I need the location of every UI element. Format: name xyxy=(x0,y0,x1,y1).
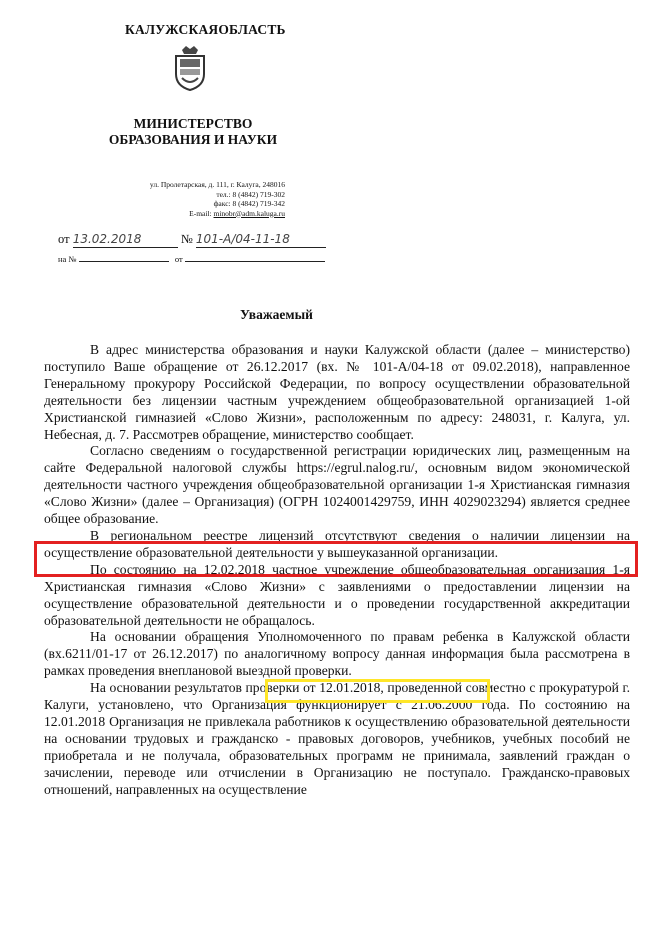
reply-date-label: от xyxy=(174,254,183,264)
region-name: КАЛУЖСКАЯОБЛАСТЬ xyxy=(125,22,286,37)
ministry-name xyxy=(108,116,278,148)
date-label: от xyxy=(58,232,70,246)
email-line xyxy=(110,209,285,219)
registration-line xyxy=(58,232,326,248)
contact-block xyxy=(110,180,285,218)
ministry-line-2: ОБРАЗОВАНИЯ И НАУКИ xyxy=(108,132,278,147)
email-link[interactable]: minobr@adm.kaluga.ru xyxy=(213,208,285,218)
number-field xyxy=(196,232,326,248)
handwritten-number: 101-А/04-11-18 xyxy=(195,232,290,246)
ministry-line-1: МИНИСТЕРСТВО xyxy=(133,116,253,131)
handwritten-date: 13.02.2018 xyxy=(72,232,142,246)
paragraph-2: Согласно сведениям о государственной регистрации юридических лиц, размещенным на сайте Федеральной налоговой службы https://egrul.nalog.ru/, основным видом экономической деятельности частного учреждения общеобразовательной организации 1-я Христианская гимназия «Слово Жизни» (далее – Организация) (ОГРН 1024001429759, ИНН 4029023294) является среднее общее образование. xyxy=(44,443,630,527)
greeting: Уважаемый xyxy=(240,307,313,322)
yellow-highlight-box xyxy=(265,679,490,703)
fax-number: факс: 8 (4842) 719-342 xyxy=(213,199,285,208)
red-highlight-box xyxy=(34,541,638,577)
reply-reference-line xyxy=(58,254,325,264)
reply-date-field xyxy=(185,261,325,262)
reply-number-label: на № xyxy=(58,254,77,264)
paragraph-4: По состоянию на 12.02.2018 частное учреждение общеобразовательная организация 1-я Христианская гимназия «Слово Жизни» с заявлениями о предоставлении лицензии на осуществление образовательной деятельности и о проведении государственной аккредитации образовательной деятельности не обращалось. xyxy=(44,561,630,628)
paragraph-1: В адрес министерства образования и науки Калужской области (далее – министерство) поступило Ваше обращение от 26.12.2017 (вх. № 101-А/04-18 от 09.02.2018), направленное Генеральному прокурору Российской Федерации, по вопросу осуществлении образовательной деятельности без лицензии частным учреждением общеобразовательной организацией 1-ой Христианской гимназией «Слово Жизни», расположенным по адресу: 248031, г. Калуга, ул. Небесная, д. 7. Рассмотрев обращение, министерство сообщает. xyxy=(44,342,630,442)
email-label: E-mail: xyxy=(189,208,212,218)
reply-number-field xyxy=(79,261,169,262)
date-field xyxy=(73,232,178,248)
paragraph-5: На основании обращения Уполномоченного по правам ребенка в Калужской области (вх.6211/01-17 от 26.12.2017) по аналогичному вопросу данная информация была рассмотрена в рамках проведения внеплановой выездной проверки. xyxy=(44,629,630,679)
paragraph-3: В региональном реестре лицензий отсутствуют сведения о наличии лицензии на осуществление образовательной деятельности у вышеуказанной организации. xyxy=(44,527,630,560)
coat-of-arms-icon xyxy=(172,44,208,92)
phone-number: тел.: 8 (4842) 719-302 xyxy=(216,189,285,199)
postal-address: ул. Пролетарская, д. 111, г. Калуга, 248016 xyxy=(149,180,285,189)
paragraph-6: На основании результатов проверки от 12.01.2018, проведенной совместно с прокуратурой г. Калуги, установлено, что Организация функционирует с 21.06.2000 года. По состоянию на 12.01.2018 Организация не привлекала работников к осуществлению образовательной деятельности на основании трудовых и гражданско - правовых договоров, учебников, учебных пособий не приобретала и не получала, образовательных программ не принимала, заявлений граждан о зачислении, переводе или отчислении в Организацию не поступало. Гражданско-правовых отношений, направленных на осуществление xyxy=(44,680,630,797)
number-label: № xyxy=(180,232,193,246)
